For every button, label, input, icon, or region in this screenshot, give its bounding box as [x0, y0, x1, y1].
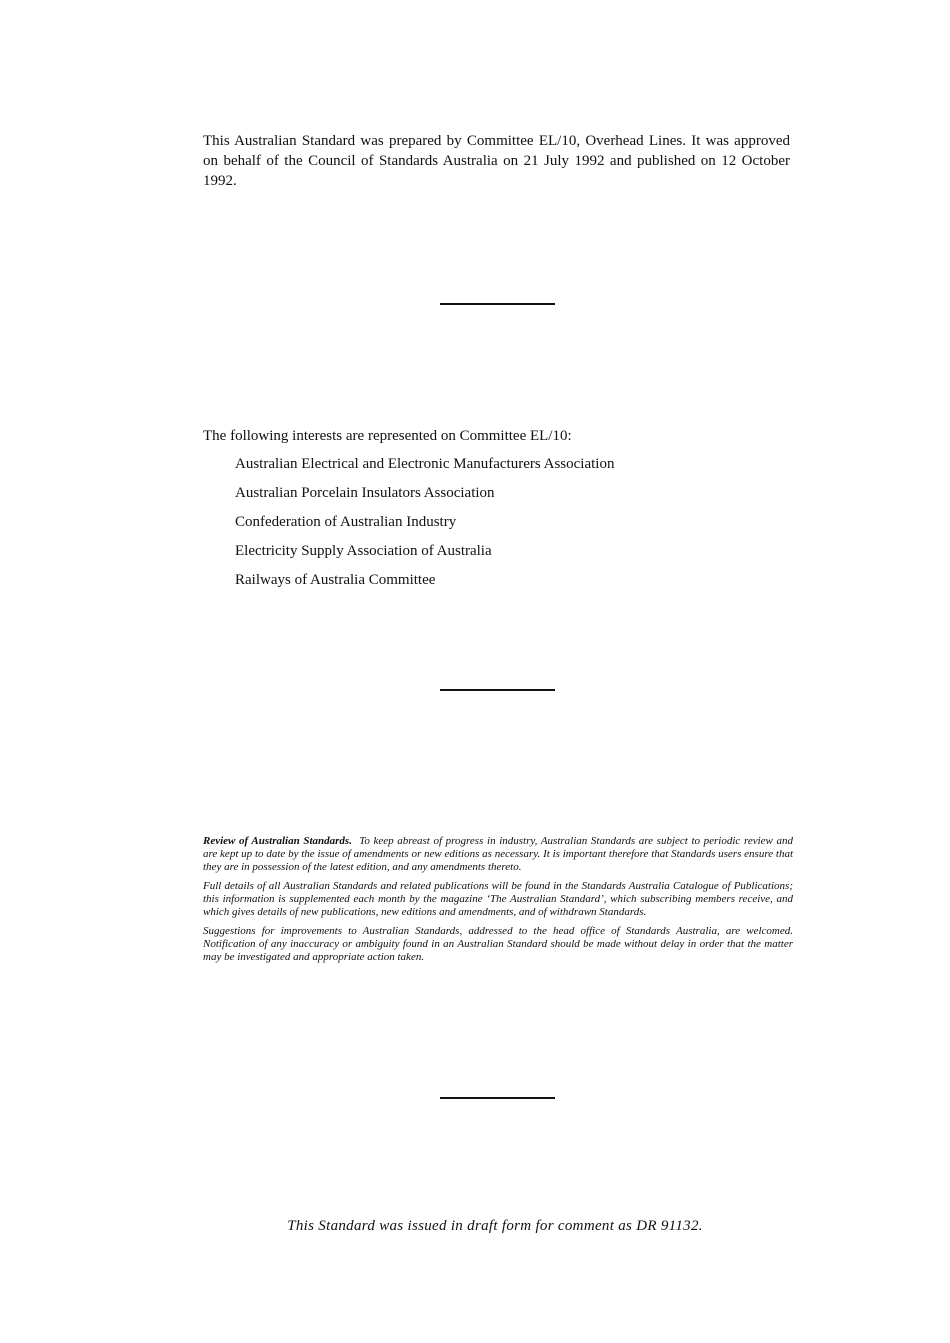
interest-item: Confederation of Australian Industry [235, 514, 457, 530]
draft-note: This Standard was issued in draft form for comment as DR 91132. [287, 1218, 703, 1234]
divider-rule [440, 1097, 555, 1099]
review-heading: Review of Australian Standards. [203, 835, 352, 847]
review-notice [203, 835, 793, 970]
review-paragraph [203, 835, 793, 874]
interests-list [235, 454, 614, 599]
review-paragraph: Full details of all Australian Standards and related publications will be found in the Standards Australia Catalogue of Publications; this information is supplemented each month by the magazine ‘The Australian Standard’, which subscribing members receive, and which gives details of new publications, new editions and amendments, and of withdrawn Standards. [203, 880, 793, 918]
review-text: To keep abreast of progress in industry, Australian Standards are subject to periodic review and are kept up to date by the issue of amendments or new editions as necessary. It is important therefore that Standards users ensure that they are in possession of the latest edition, and any amendments thereto. [203, 835, 793, 873]
review-paragraph: Suggestions for improvements to Australian Standards, addressed to the head office of Standards Australia, are welcomed. Notification of any inaccuracy or ambiguity found in an Australian Standard should be made without delay in order that the matter may be investigated and appropriate action taken. [203, 925, 793, 963]
interest-item: Australian Electrical and Electronic Manufacturers Association [235, 456, 615, 472]
divider-rule [440, 303, 555, 305]
divider-rule [440, 689, 555, 691]
interest-item: Railways of Australia Committee [235, 572, 436, 588]
interests-intro: The following interests are represented on Committee EL/10: [203, 428, 572, 444]
interest-item: Australian Porcelain Insulators Association [235, 485, 495, 501]
interest-item: Electricity Supply Association of Australia [235, 543, 492, 559]
preparation-statement: This Australian Standard was prepared by Committee EL/10, Overhead Lines. It was approved on behalf of the Council of Standards Australia on 21 July 1992 and published on 12 October 1992. [203, 133, 790, 189]
